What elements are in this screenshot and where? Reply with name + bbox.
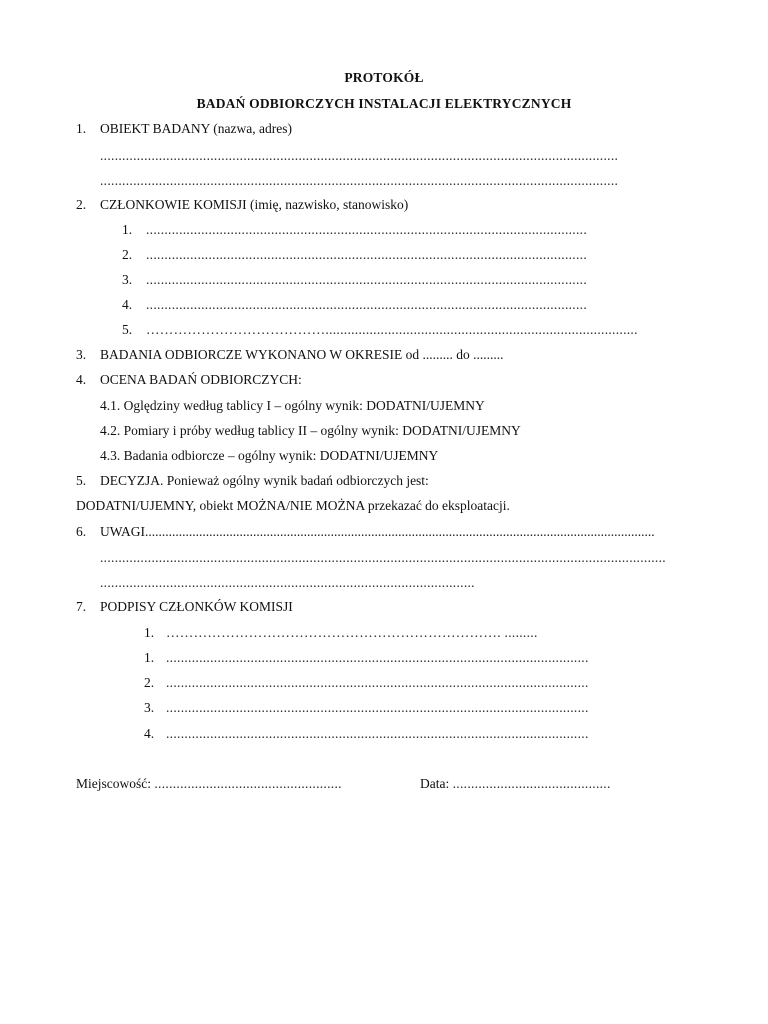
section7-label: PODPISY CZŁONKÓW KOMISJI [100,599,293,614]
section4-label: OCENA BADAŃ ODBIORCZYCH: [100,372,302,387]
section5-decision-line-1: DECYZJA. Ponieważ ogólny wynik badań odbiorczych jest: [100,473,429,488]
section1-number: 1. [76,121,87,136]
member-5-fill-line: …………………………………..................................................................................... [146,322,638,337]
section6-remarks-line-3: ...................................................................................................... [100,575,475,590]
member-4-number: 4. [122,297,133,312]
place-fill-line: ................................................... [154,776,342,791]
section5-decision-line-2: DODATNI/UJEMNY, obiekt MOŻNA/NIE MOŻNA przekazać do eksploatacji. [76,498,510,513]
signature-2-number: 1. [144,650,155,665]
section3-number: 3. [76,347,87,362]
member-4-fill-line: ........................................................................................................................ [146,297,587,312]
signature-4-number: 3. [144,700,155,715]
signature-3-fill-line: ................................................................................................................... [166,675,589,690]
signature-1-fill-line: ………………………………………………………………. ......... [166,625,538,640]
section4-item-2: 4.2. Pomiary i próby według tablicy II – ogólny wynik: DODATNI/UJEMNY [100,423,521,438]
member-3-fill-line: ........................................................................................................................ [146,272,587,287]
section4-item-1: 4.1. Oględziny według tablicy I – ogólny wynik: DODATNI/UJEMNY [100,398,485,413]
section1-fill-line-2: ............................................................................................................................................. [100,173,619,188]
document-title: PROTOKÓŁ [344,70,424,85]
section5-number: 5. [76,473,87,488]
section1-label: OBIEKT BADANY (nazwa, adres) [100,121,292,136]
signature-1-number: 1. [144,625,155,640]
section6-remarks-line-2: .......................................................................................................................................................... [100,550,666,565]
section4-number: 4. [76,372,87,387]
section3-text: BADANIA ODBIORCZE WYKONANO W OKRESIE od ......... do ......... [100,347,504,362]
signature-3-number: 2. [144,675,155,690]
member-2-fill-line: ........................................................................................................................ [146,247,587,262]
member-5-number: 5. [122,322,133,337]
place-field [76,776,342,792]
date-fill-line: ........................................... [452,776,611,791]
section2-label: CZŁONKOWIE KOMISJI (imię, nazwisko, stanowisko) [100,197,409,212]
signature-5-fill-line: ................................................................................................................... [166,726,589,741]
member-1-number: 1. [122,222,133,237]
section4-item-3: 4.3. Badania odbiorcze – ogólny wynik: DODATNI/UJEMNY [100,448,439,463]
member-1-fill-line: ........................................................................................................................ [146,222,587,237]
signature-2-fill-line: ................................................................................................................... [166,650,589,665]
date-label: Data: [420,776,450,791]
section6-number: 6. [76,524,87,539]
section6-remarks-line-1: UWAGI....................................................................................................................................................... [100,524,655,539]
section1-fill-line-1: ............................................................................................................................................. [100,148,619,163]
section2-number: 2. [76,197,87,212]
date-field [420,776,611,792]
signature-5-number: 4. [144,726,155,741]
member-3-number: 3. [122,272,133,287]
place-label: Miejscowość: [76,776,151,791]
document-subtitle: BADAŃ ODBIORCZYCH INSTALACJI ELEKTRYCZNYCH [196,96,572,111]
section7-number: 7. [76,599,87,614]
signature-4-fill-line: ................................................................................................................... [166,700,589,715]
member-2-number: 2. [122,247,133,262]
